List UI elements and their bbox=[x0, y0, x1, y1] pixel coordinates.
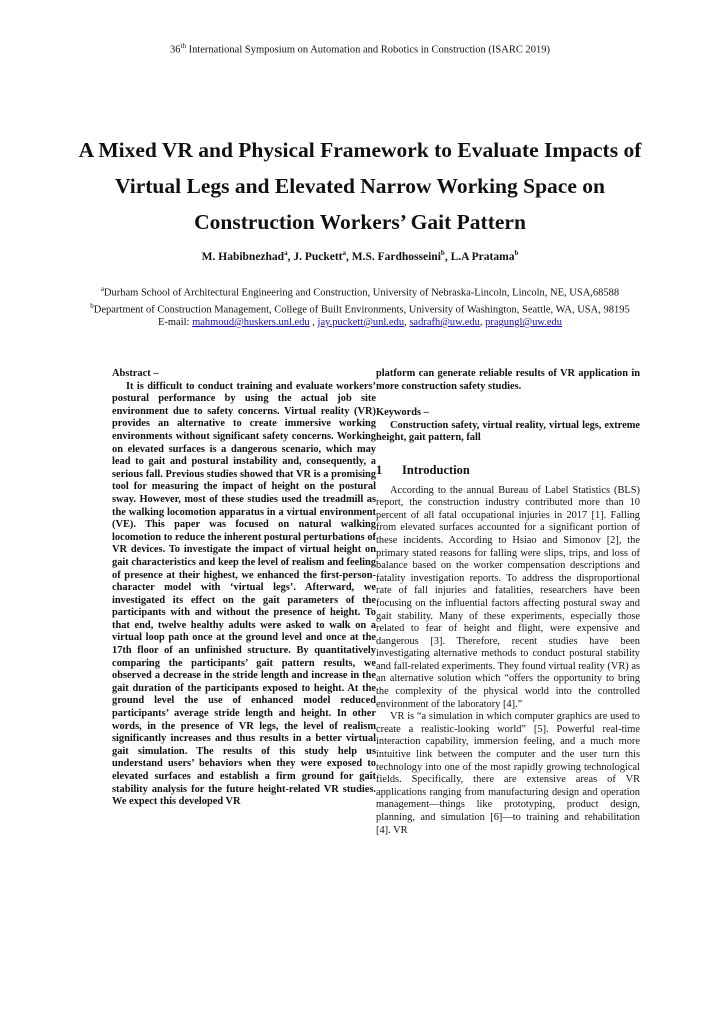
author-name: M. Habibnezhad bbox=[201, 250, 285, 263]
conference-header bbox=[0, 42, 720, 56]
author bbox=[202, 251, 294, 263]
author-name: J. Puckett bbox=[293, 250, 343, 263]
author-affiliation-mark: a bbox=[284, 249, 288, 257]
author-list bbox=[0, 249, 720, 263]
affiliation-text: Department of Construction Management, College of Built Environments, University of Washington, Seattle, WA, USA, 98195 bbox=[93, 304, 630, 316]
conference-number: 36 bbox=[170, 44, 181, 56]
affiliation-mark: b bbox=[90, 301, 94, 310]
conference-name: International Symposium on Automation and Robotics in Construction (ISARC 2019) bbox=[185, 44, 550, 56]
affiliations-block bbox=[85, 283, 635, 329]
section-heading bbox=[376, 464, 640, 477]
author bbox=[451, 251, 519, 263]
keywords-text: Construction safety, virtual reality, virtual legs, extreme height, gait pattern, fall bbox=[376, 419, 640, 444]
email-line: E-mail: mahmoud@huskers.unl.edu , jay.puckett@unl.edu, sadrafh@uw.edu, pragungl@uw.edu bbox=[157, 316, 563, 328]
author-separator: , bbox=[444, 250, 451, 263]
email-link[interactable]: sadrafh@uw.edu bbox=[409, 316, 480, 328]
author-affiliation-mark: a bbox=[342, 249, 347, 257]
author-separator: , bbox=[346, 250, 352, 263]
section-number: 1 bbox=[376, 462, 383, 477]
abstract-text: It is difficult to conduct training and evaluate workers’ postural performance by using the actual job site environment due to safety concerns. Virtual reality (VR) provides an alternative to create immersive working environments without significant safety concerns. Working on elevated surfaces is a dangerous scenario, which may lead to gait and postural instability and, consequently, a serious fall. Previous studies showed that VR is a promising tool for measuring the impact of height on the postural sway. However, most of these studies used the treadmill as the walking locomotion apparatus in a virtual environment (VE). This paper was focused on natural walking locomotion to reduce the inherent postural perturbations of VR devices. To investigate the impact of virtual height on gait characteristics and keep the level of realism and feeling of presence at their highest, we enhanced the first-person-character model with ‘virtual legs’. Afterward, we investigated its effect on the gait parameters of the participants with and without the presence of height. To that end, twelve healthy adults were asked to walk on a virtual loop path once at the ground level and once at the 17th floor of an unfinished structure. By quantitatively comparing the participants’ gait pattern results, we observed a decrease in the stride length and increase in the gait duration of the participants exposed to height. At the ground level the use of enhanced model reduced participants’ average stride length and height. In other words, in the presence of VR legs, the level of realism significantly increases and thus results in a better virtual gait simulation. The results of this study help us understand users’ behaviors when they were exposed to elevated surfaces and establish a firm ground for gait stability analysis for the future height-related VR studies. We expect this developed VR bbox=[112, 380, 376, 808]
left-column bbox=[112, 368, 376, 809]
affiliation-text: Durham School of Architectural Engineering and Construction, University of Nebraska-Lincoln, Lincoln, NE, USA,68588 bbox=[103, 287, 620, 299]
conference-ordinal-suffix: th bbox=[180, 42, 186, 50]
author bbox=[293, 251, 351, 263]
email-label: E-mail: bbox=[157, 316, 193, 328]
paper-title: A Mixed VR and Physical Framework to Evaluate Impacts of Virtual Legs and Elevated Narrow Working Space on Construction Workers’ Gait Pattern bbox=[78, 138, 642, 234]
right-column bbox=[376, 368, 640, 837]
affiliation bbox=[85, 300, 635, 317]
author-affiliation-mark: b bbox=[440, 249, 445, 257]
author-separator: , bbox=[287, 250, 294, 263]
abstract-heading: Abstract – bbox=[112, 368, 159, 379]
affiliation bbox=[85, 283, 635, 300]
body-paragraph: According to the annual Bureau of Label Statistics (BLS) report, the construction industry contributed more than 10 percent of all fatal occupational injuries in 2017 [1]. Falling from elevated surfaces accounted for a significant portion of these incidents. According to Hsiao and Simonov [2], the primary stated reasons for falling were slips, trips, and loss of balance based on the worker compensation descriptions and fatality investigation reports. To address the disproportional rate of fall injuries and fatalities, researchers have been focusing on the influential factors affecting postural sway and gait stability. Many of these experiments, especially those related to fear of height and flight, were expensive and dangerous [3]. Therefore, recent studies have been investigating alternative methods to conduct postural stability and fall-related experiments. They found virtual reality (VR) as an alternative solution which “offers the opportunity to bring the complexity of the physical world into the controlled environment of the laboratory [4].” bbox=[376, 484, 640, 710]
author bbox=[352, 251, 451, 263]
section-title: Introduction bbox=[402, 462, 470, 477]
email-link[interactable]: jay.puckett@unl.edu bbox=[317, 316, 405, 328]
keywords-heading: Keywords – bbox=[376, 407, 429, 419]
body-paragraph: VR is “a simulation in which computer graphics are used to create a realistic-looking world” [5]. Powerful real-time interaction capability, immersion feeling, and a much more intuitive link between the computer and the user turn this technology into one of the most rapidly growing technological fields. Specifically, there are extensive areas of VR applications ranging from manufacturing design and operation management—things like prototyping, product design, planning, and simulation [6]—to training and rehabilitation [4]. VR bbox=[376, 711, 640, 836]
author-name: L.A Pratama bbox=[450, 250, 515, 263]
abstract-text-continued: platform can generate reliable results of VR application in more construction safety studies. bbox=[376, 368, 640, 392]
author-name: M.S. Fardhosseini bbox=[351, 250, 441, 263]
author-affiliation-mark: b bbox=[514, 249, 519, 257]
email-link[interactable]: mahmoud@huskers.unl.edu bbox=[192, 316, 310, 328]
email-link[interactable]: pragungl@uw.edu bbox=[485, 316, 563, 328]
affiliation-mark: a bbox=[100, 285, 104, 293]
